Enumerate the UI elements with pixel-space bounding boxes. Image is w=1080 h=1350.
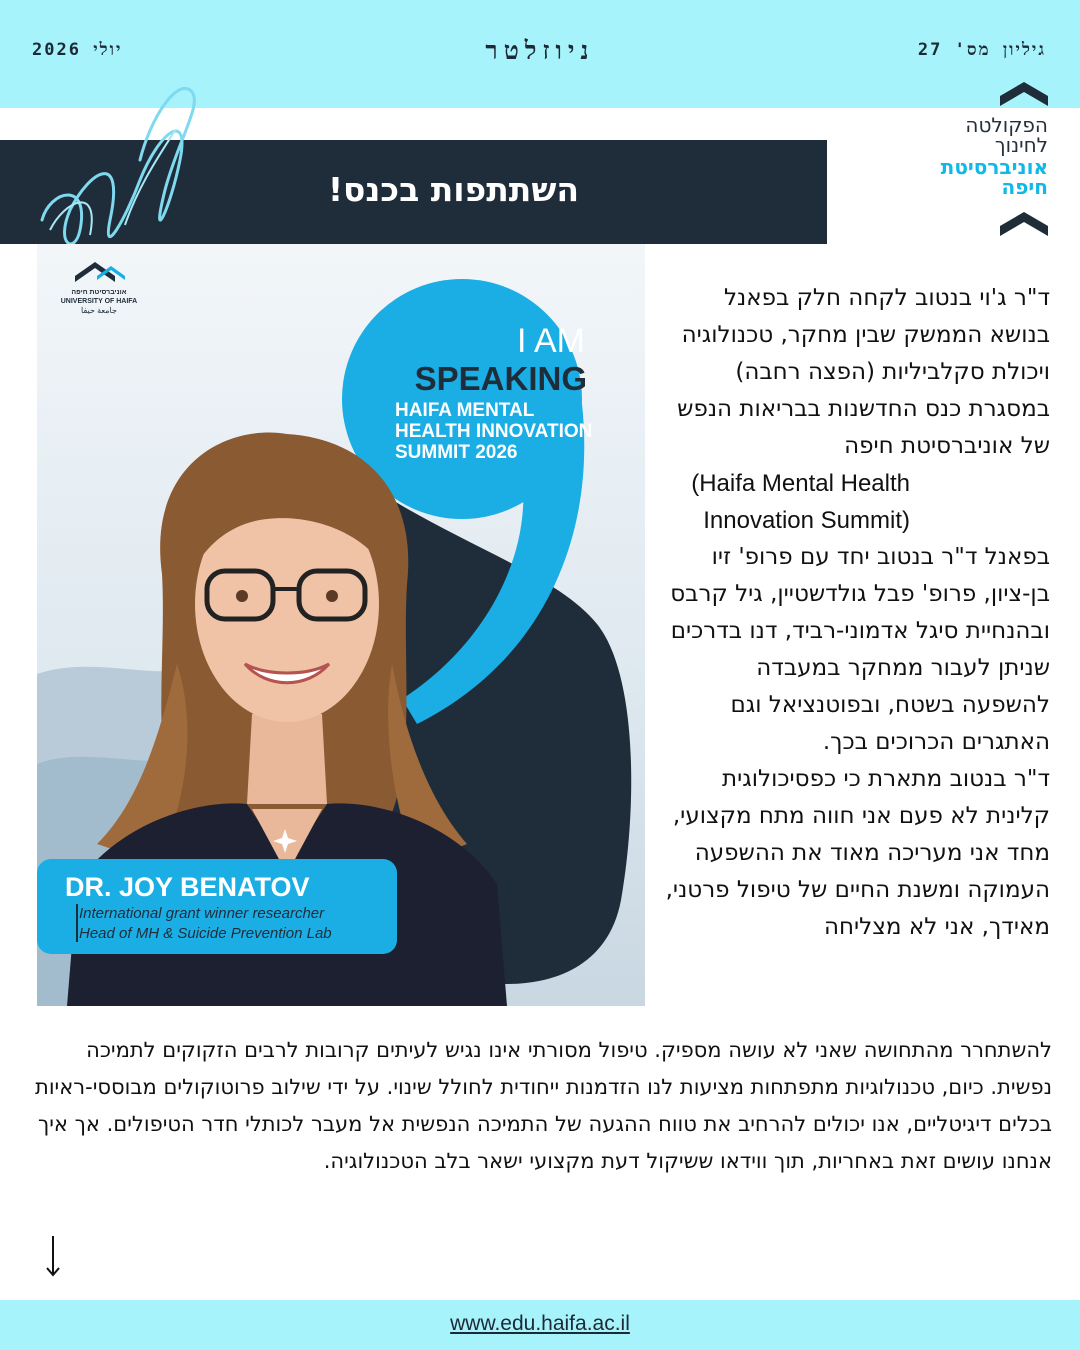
issue-number: גיליון מס' 27 (917, 40, 1046, 60)
newsletter-title: ניוזלטר (485, 36, 595, 65)
poster-summit-line1: HAIFA MENTAL (395, 400, 535, 421)
article-paragraph-3: ד"ר בנטוב מתארת כי כפסיכולוגית קלינית לא פעם אני חווה מתח מקצועי, מחד אני מעריכה מאוד את ההשפעה העמוקה ומשנת החיים של טיפול פרטני, מאידך, אני לא מצליחה (665, 766, 1050, 940)
footer-bar (0, 1300, 1080, 1350)
speaker-role-2: Head of MH & Suicide Prevention Lab (79, 925, 332, 942)
poster-uni-ar: جامعة حيفا (81, 306, 117, 315)
article-summit-name-en: (Haifa Mental Health Innovation Summit) (691, 470, 910, 534)
chevron-down-icon (1000, 208, 1048, 236)
article-paragraph-4: להשתחרר מהתחושה שאני לא עושה מספיק. טיפול מסורתי אינו נגיש לעיתים קרובות לרבים הזקוקים לתמיכה נפשית. כיום, טכנולוגיות מתפתחות מציעות לנו הזדמנות ייחודית לחולל שינוי. על ידי שילוב פרוטוקולים מבוססי-ראיות בכלים דיגיטליים, אנו יכולים להרחיב את טווח ההגעה של התמיכה הנפשית אל מעבר לכותלי חדר הטיפולים. אך איך אנחנו עושים זאת באחריות, תוך ווידאו ששיקול דעת מקצועי ישאר בלב הטכנולוגיה. (35, 1038, 1052, 1173)
faculty-logo (898, 76, 1048, 236)
speaker-role-1: International grant winner researcher (79, 905, 325, 922)
poster-summit-line3: SUMMIT 2026 (395, 442, 518, 463)
logo-text-faculty: הפקולטה (965, 113, 1048, 137)
logo-text-education: לחינוך (994, 133, 1048, 157)
squiggle-decoration (30, 70, 220, 260)
logo-text-haifa: חיפה (1001, 175, 1048, 199)
website-link[interactable]: www.edu.haifa.ac.il (450, 1312, 630, 1335)
article-continuation (22, 1032, 1052, 1180)
issue-date: יולי 2026 (32, 40, 123, 60)
article-paragraph-2: בפאנל ד"ר בנטוב יחד עם פרופ' זיו בן-ציון, פרופ' פבל גולדשטיין, גיל קרבס ובהנחיית סיגל אדמוני-רביד, דנו בדרכים שניתן לעבור ממחקר במעבדה להשפעה בשטח, ובפוטנציאל וגם האתגרים הכרוכים בכך. (670, 544, 1050, 755)
article-column (665, 280, 1050, 946)
poster-uni-en: UNIVERSITY OF HAIFA (60, 298, 138, 305)
poster-summit-line2: HEALTH INNOVATION (395, 421, 593, 442)
poster-uni-he: אוניברסיטת חיפה (71, 289, 127, 296)
speaker-poster (37, 244, 645, 1006)
arrow-down-icon (42, 1234, 64, 1278)
chevron-up-icon (1000, 78, 1048, 106)
section-title: השתתפות בכנס! (327, 170, 580, 209)
speaker-name: DR. JOY BENATOV (65, 872, 310, 902)
article-paragraph-1: ד"ר ג'וי בנטוב לקחה חלק בפאנל בנושא הממשק שבין מחקר, טכנולוגיה ויכולת סקלביליות (הפצה רחבה) במסגרת כנס החדשנות בבריאות הנפש של אוניברסיטת חיפה (677, 285, 1050, 459)
poster-speaking: SPEAKING (414, 360, 587, 397)
logo-text-university: אוניברסיטת (940, 155, 1048, 179)
poster-graphic (37, 244, 645, 1006)
poster-i-am: I AM (516, 322, 585, 360)
poster-uni-logo (61, 262, 138, 315)
